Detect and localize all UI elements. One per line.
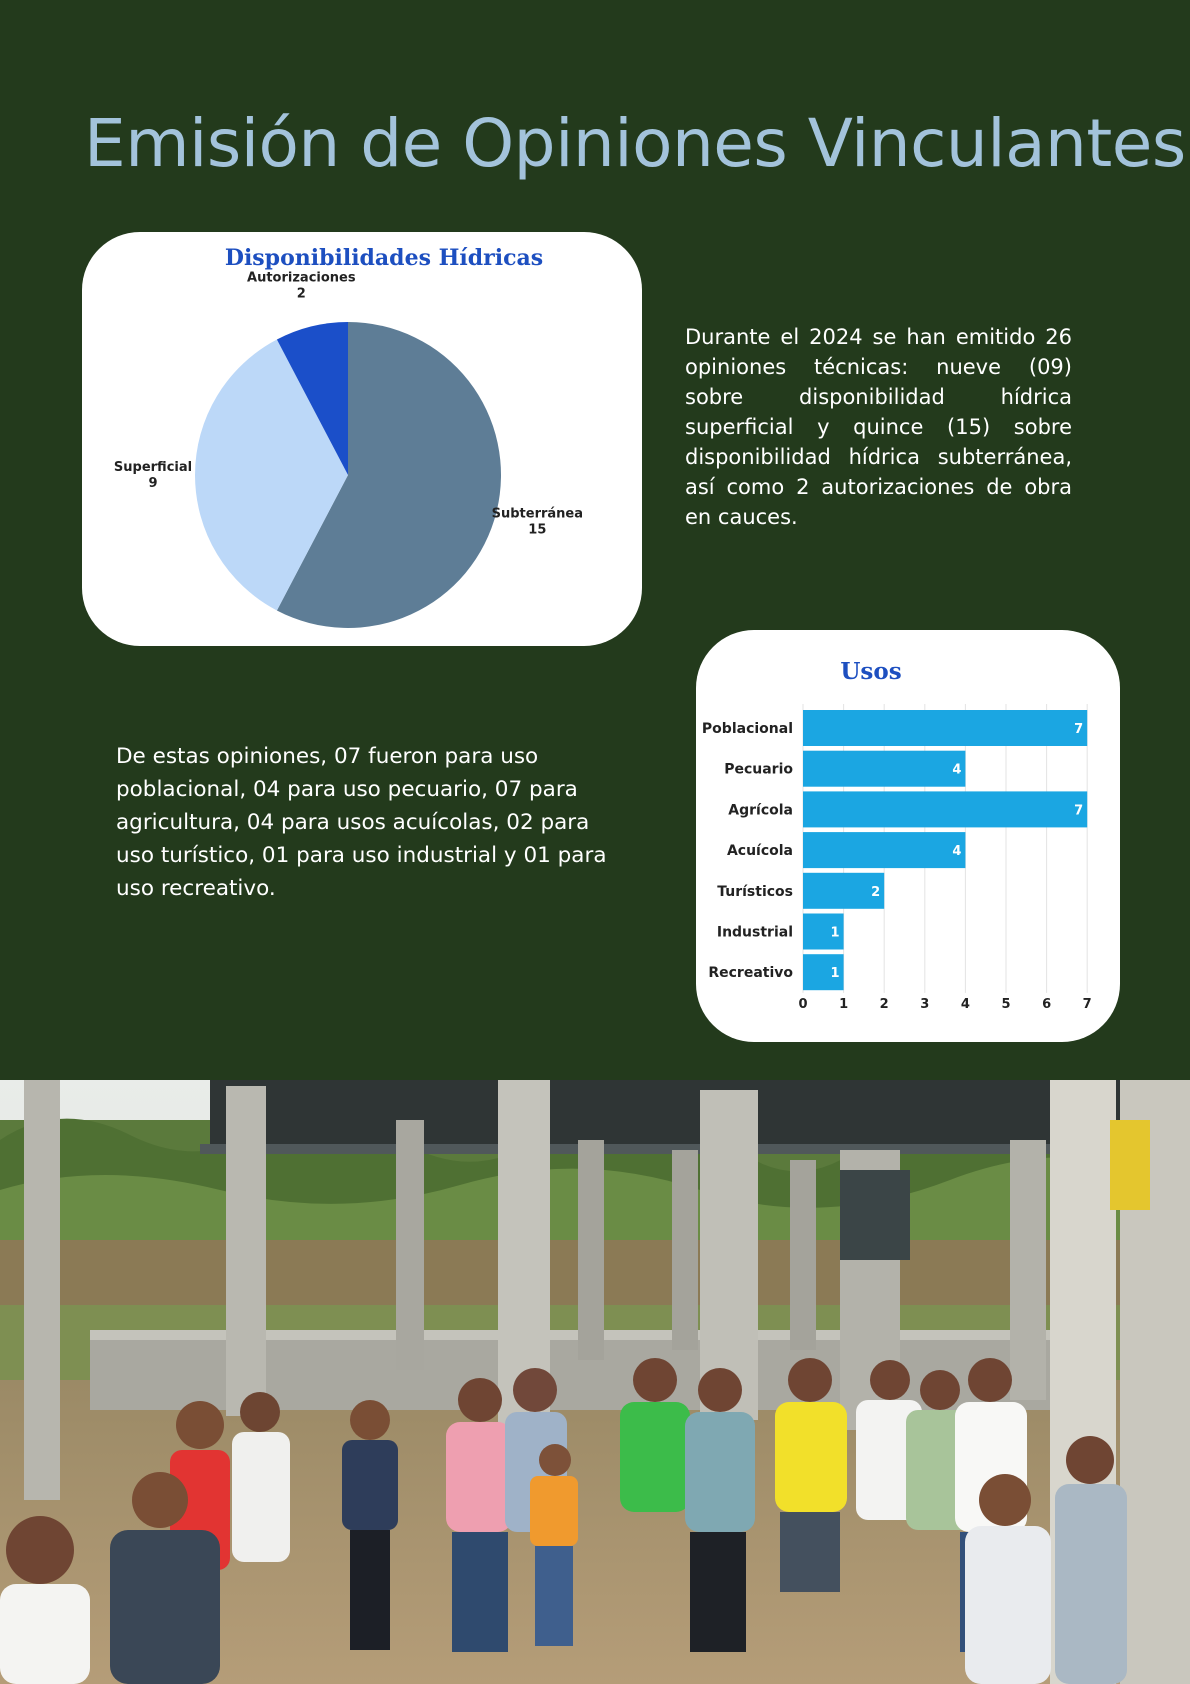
x-tick-label: 1 xyxy=(839,996,849,1012)
bar-category-label: Recreativo xyxy=(708,965,793,982)
bar-value-label: 2 xyxy=(871,884,881,900)
x-tick-label: 6 xyxy=(1042,996,1052,1012)
bar-category-label: Acuícola xyxy=(726,843,793,860)
bar-category-label: Turísticos xyxy=(717,883,793,900)
x-tick-label: 3 xyxy=(920,996,930,1012)
bar-category-label: Pecuario xyxy=(724,761,793,778)
pie-value-subterránea: 15 xyxy=(528,522,547,538)
x-tick-label: 7 xyxy=(1082,996,1092,1012)
bar-chart-title: Usos xyxy=(840,658,902,685)
community-meeting-photo xyxy=(0,1080,1190,1684)
x-tick-label: 0 xyxy=(798,996,808,1012)
bar-acuícola xyxy=(803,832,965,868)
bar-value-label: 7 xyxy=(1074,803,1084,819)
pie-value-superficial: 9 xyxy=(148,476,158,491)
pie-value-autorizaciones: 2 xyxy=(296,286,306,302)
bar-chart-card xyxy=(696,630,1120,1042)
page-title: Emisión de Opiniones Vinculantes xyxy=(84,105,1186,182)
bar-value-label: 4 xyxy=(952,762,962,778)
x-tick-label: 2 xyxy=(879,996,889,1012)
bar-category-label: Industrial xyxy=(716,924,793,941)
bar-pecuario xyxy=(803,751,965,787)
bar-category-label: Poblacional xyxy=(701,721,793,737)
pie-label-superficial: Superficial xyxy=(113,460,193,475)
bar-poblacional xyxy=(803,710,1087,746)
bar-value-label: 7 xyxy=(1074,722,1084,737)
pie-chart xyxy=(82,232,642,646)
bar-value-label: 1 xyxy=(830,925,840,941)
bar-value-label: 1 xyxy=(830,966,840,982)
summary-paragraph: Durante el 2024 se han emitido 26 opiniones técnicas: nueve (09) sobre disponibilidad hídrica superficial y quince (15) sobre disponibilidad hídrica subterránea, así como 2 autorizaciones de obra en cauces. xyxy=(685,325,1072,529)
bar-chart xyxy=(696,630,1120,1042)
pie-label-subterránea: Subterránea xyxy=(491,506,584,522)
bar-value-label: 4 xyxy=(952,844,962,860)
bar-agrícola xyxy=(803,791,1087,827)
bar-category-label: Agrícola xyxy=(728,802,793,819)
x-tick-label: 5 xyxy=(1001,996,1011,1012)
pie-chart-title: Disponibilidades Hídricas xyxy=(224,245,544,271)
uses-paragraph: De estas opiniones, 07 fueron para uso poblacional, 04 para uso pecuario, 07 para agricultura, 04 para usos acuícolas, 02 para uso turístico, 01 para uso industrial y 01 para uso recreativo. xyxy=(116,744,607,901)
pie-label-autorizaciones: Autorizaciones xyxy=(247,270,356,286)
x-tick-label: 4 xyxy=(960,996,970,1012)
pie-chart-card xyxy=(82,232,642,646)
